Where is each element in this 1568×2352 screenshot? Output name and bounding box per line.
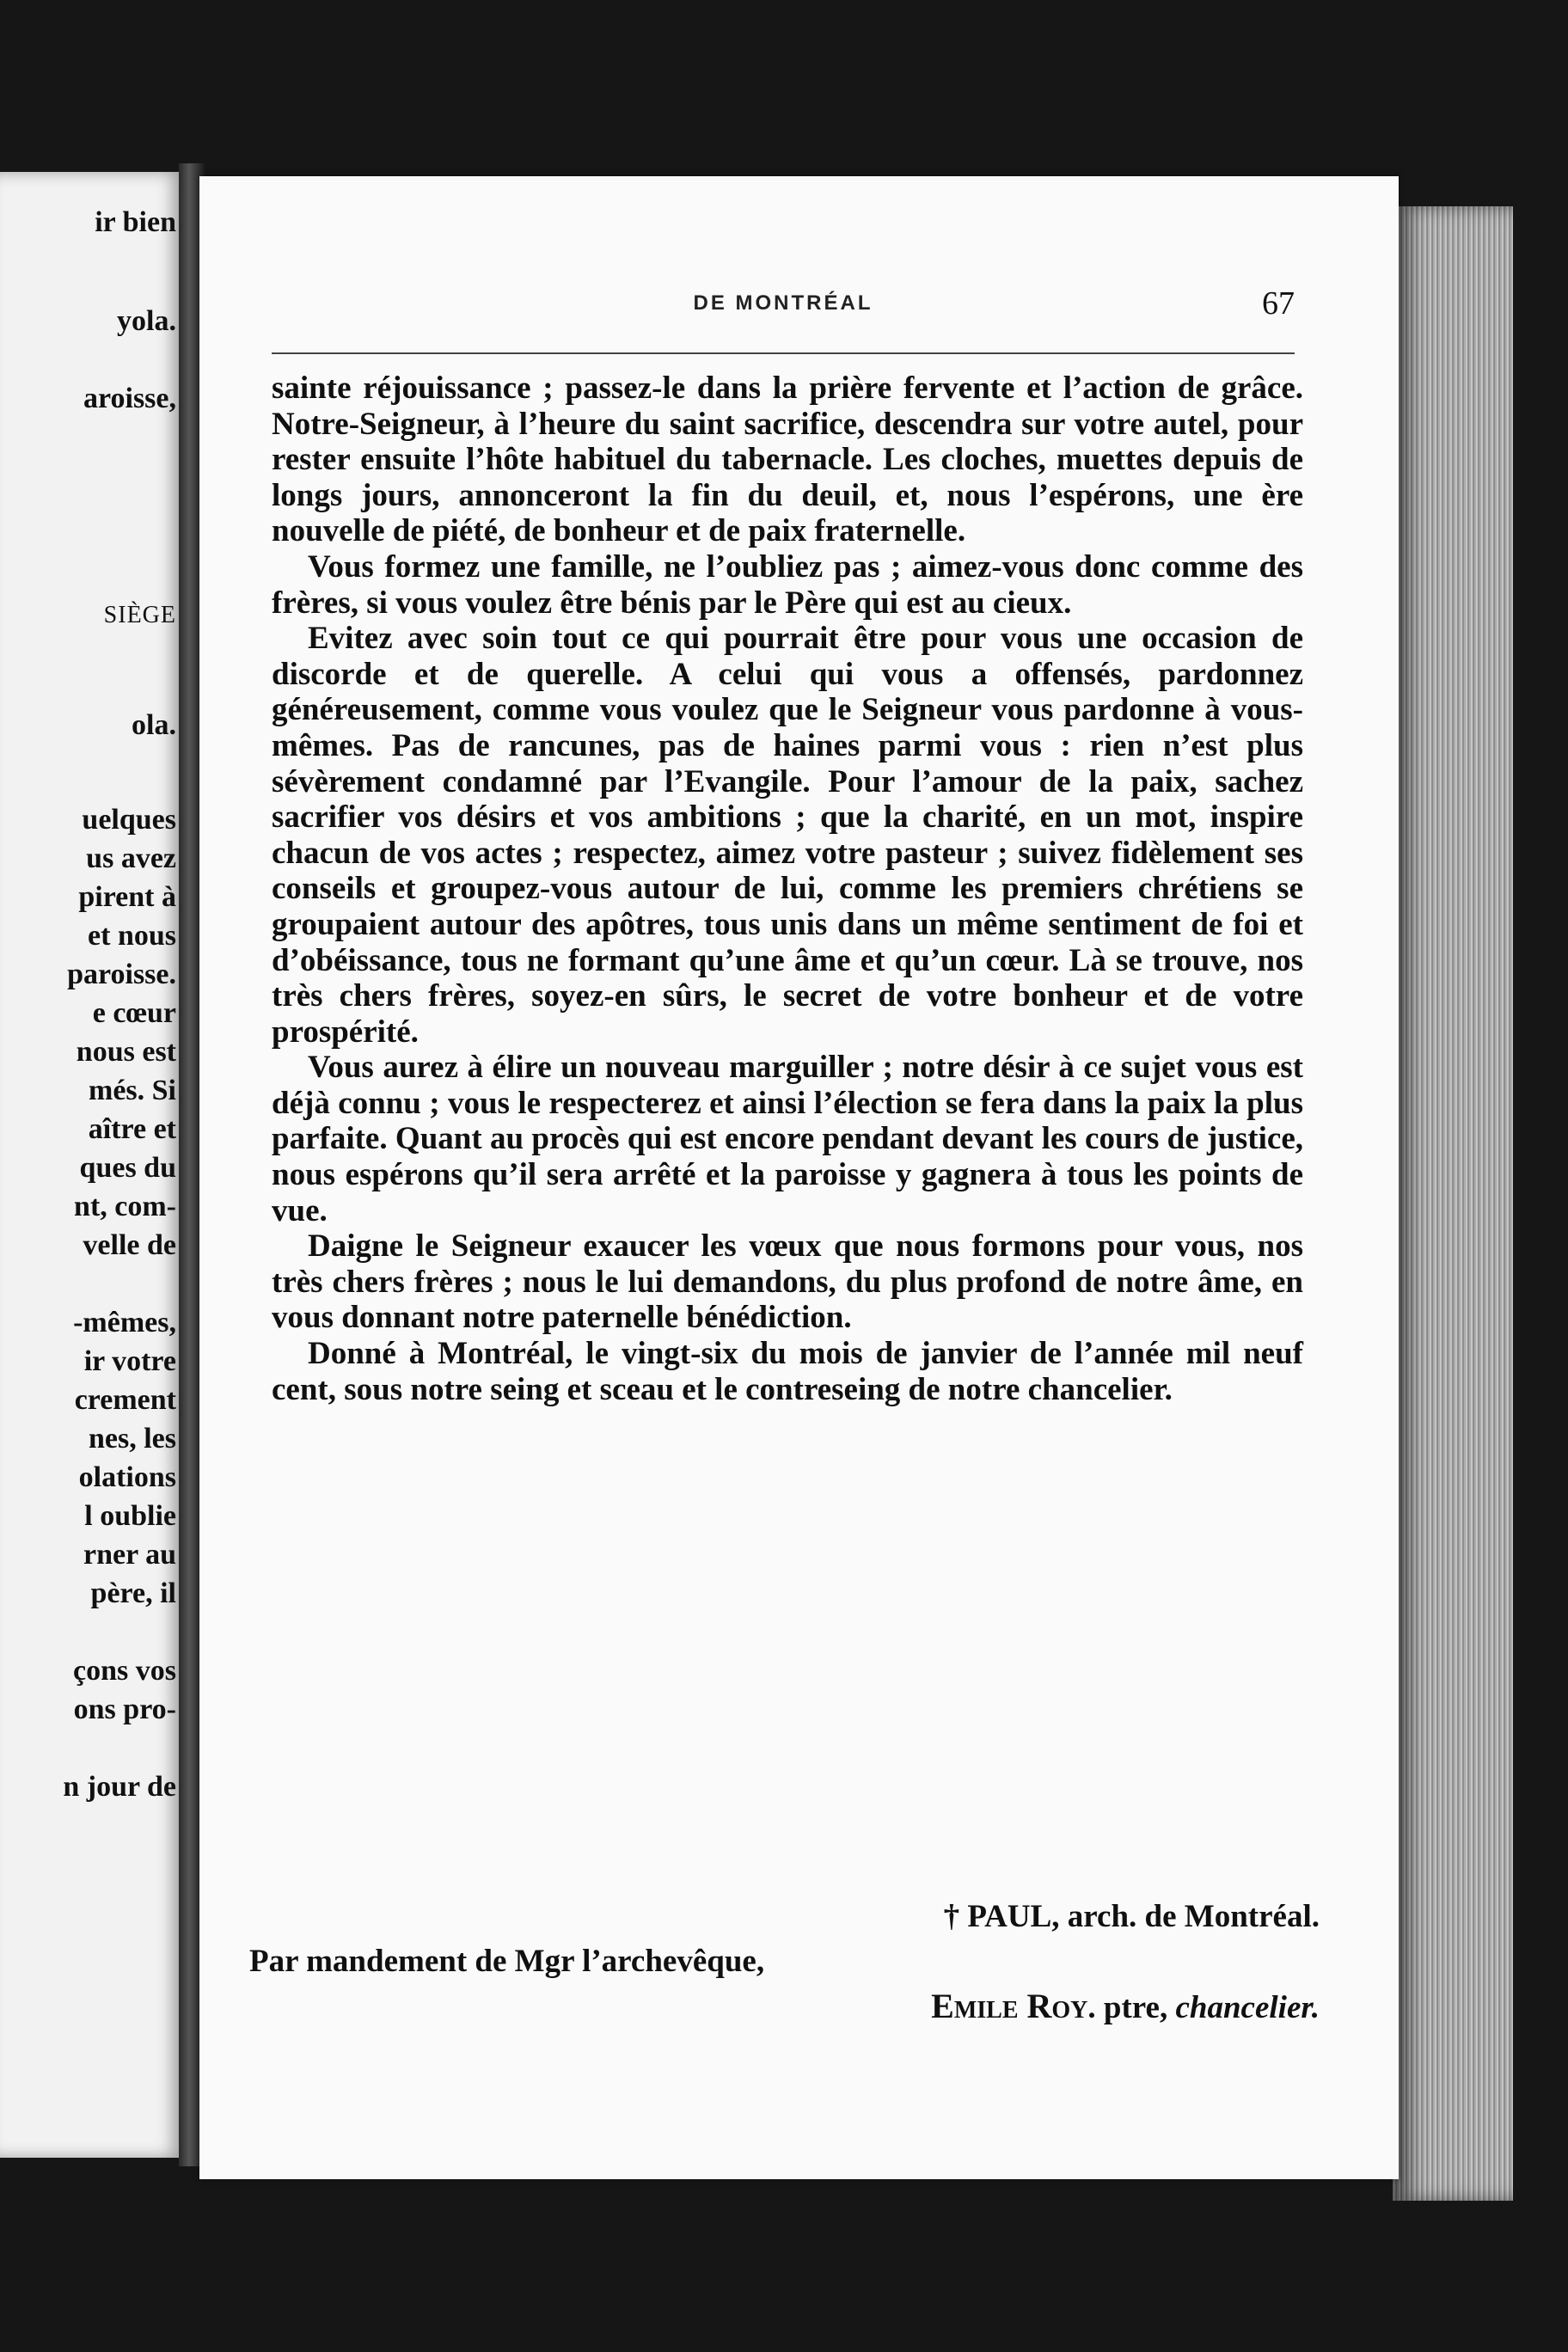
paragraph-dated: Donné à Montréal, le vingt-six du mois de janvier de l’année mil neuf cent, sous notre seing et sceau et le contreseing de notre chancelier. xyxy=(272,1336,1303,1407)
previous-page-line: més. Si xyxy=(89,1075,176,1106)
page-number: 67 xyxy=(1262,285,1295,322)
previous-page-line: us avez xyxy=(86,842,176,874)
chancellor-role: chancelier. xyxy=(1175,1990,1320,2025)
previous-page-line: nous est xyxy=(76,1036,176,1068)
previous-page-line: nt, com- xyxy=(74,1191,176,1222)
previous-page-line: ir votre xyxy=(83,1345,176,1377)
previous-page-line: velle de xyxy=(83,1229,176,1261)
chancellor-signature xyxy=(931,1986,1320,2026)
previous-page-line: aître et xyxy=(88,1113,176,1145)
previous-page-line: pirent à xyxy=(78,881,176,913)
previous-page-line: e cœur xyxy=(92,997,176,1029)
archbishop-signature: † PAUL, arch. de Montréal. xyxy=(943,1899,1320,1934)
previous-page-line: ir bien xyxy=(95,206,176,238)
previous-page-line: aroisse, xyxy=(83,383,176,414)
paragraph-discord: Evitez avec soin tout ce qui pourrait être pour vous une occasion de discorde et de querelle. A celui qui vous a offensés, pardonnez généreusement, comme vous voulez que le Seigneur vous pardonne à vous-mêmes. Pas de rancunes, pas de haines parmi vous : rien n’est plus sévèrement condamné par l’Evangile. Pour l’amour de la paix, sachez sacrifier vos désirs et vos ambitions ; que la charité, en un mot, inspire chacun de vos actes ; respectez, aimez votre pasteur ; suivez fidèlement ses conseils et groupez-vous autour de lui, comme les premiers chrétiens se groupaient autour des apôtres, tous unis dans un même sentiment de foi et d’obéissance, tous ne formant qu’une âme et qu’un cœur. Là se trouve, nos très chers frères, soyez-en sûrs, le secret de votre bonheur et de votre prospérité. xyxy=(272,621,1303,1050)
page-edges xyxy=(1393,206,1513,2201)
previous-page-line: n jour de xyxy=(63,1771,176,1803)
running-head xyxy=(272,285,1295,322)
previous-page-line: rner au xyxy=(83,1539,176,1571)
previous-page-fragment xyxy=(0,172,185,2158)
paragraph-election: Vous aurez à élire un nouveau marguiller ; notre désir à ce sujet vous est déjà connu ; vous le respecterez et ainsi l’élection se fera dans la paix la plus parfaite. Quant au procès qui est encore pendant devant les cours de justice, nous espérons qu’il sera arrêté et la paroisse y gagnera à tous les points de vue. xyxy=(272,1050,1303,1228)
chancellor-title: . ptre, xyxy=(1087,1990,1176,2025)
running-head-title: DE MONTRÉAL xyxy=(693,291,873,315)
previous-page-line: SIÈGE xyxy=(103,602,176,628)
previous-page-line: l oublie xyxy=(84,1500,176,1532)
body-text xyxy=(272,371,1303,1407)
previous-page-line: et nous xyxy=(88,920,176,952)
previous-page-line: ons pro- xyxy=(73,1694,176,1725)
previous-page-line: uelques xyxy=(82,804,176,836)
previous-page-line: ques du xyxy=(79,1152,176,1184)
mandate-line: Par mandement de Mgr l’archevêque, xyxy=(249,1944,765,1979)
header-rule xyxy=(272,352,1295,354)
previous-page-line: ola. xyxy=(132,709,176,741)
previous-page-line: père, il xyxy=(90,1577,176,1609)
paragraph-family: Vous formez une famille, ne l’oubliez pas ; aimez-vous donc comme des frères, si vous voulez être bénis par le Père qui est au cieux. xyxy=(272,548,1303,621)
previous-page-line: crement xyxy=(74,1384,176,1416)
paragraph-blessing: Daigne le Seigneur exaucer les vœux que nous formons pour vous, nos très chers frères ; nous le lui demandons, du plus profond de notre âme, en vous donnant notre paternelle bénédiction. xyxy=(272,1228,1303,1336)
previous-page-line: olations xyxy=(78,1461,176,1493)
paragraph-easter: sainte réjouissance ; passez-le dans la prière fervente et l’action de grâce. Notre-Seigneur, à l’heure du saint sacrifice, descendra sur votre autel, pour rester ensuite l’hôte habituel du tabernacle. Les cloches, muettes depuis de longs jours, annonceront la fin du deuil, et, nous l’espérons, une ère nouvelle de piété, de bonheur et de paix fraternelle. xyxy=(272,371,1303,549)
previous-page-line: yola. xyxy=(117,305,176,337)
previous-page-line: -mêmes, xyxy=(73,1307,176,1338)
previous-page-line: paroisse. xyxy=(67,959,176,990)
previous-page-line: nes, les xyxy=(89,1423,176,1455)
current-page xyxy=(199,176,1399,2179)
previous-page-line: çons vos xyxy=(73,1655,176,1687)
chancellor-name: Emile Roy xyxy=(931,1987,1088,2025)
